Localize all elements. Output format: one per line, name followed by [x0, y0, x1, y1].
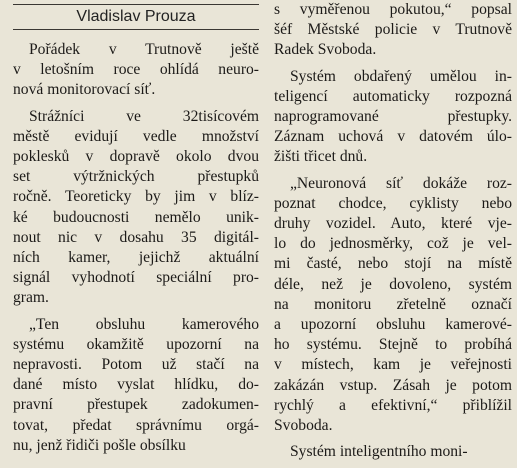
text-line: rychlý a efektivní,“ přiblížil: [274, 396, 512, 414]
text-line: Systém obdařený umělou in-: [290, 67, 512, 85]
text-line: „Ten obsluhu kamerového: [29, 315, 259, 333]
text-line: ročně. Teoreticky by jim v blíz-: [13, 188, 259, 206]
text-line: mi časté, nebo stojí na místě: [274, 255, 512, 273]
text-line: poznat chodce, cyklisty nebo: [274, 194, 512, 212]
text-line: pravní přestupek zadokumen-: [13, 396, 259, 414]
paragraph: [274, 0, 512, 61]
text-line: Svoboda.: [274, 417, 333, 435]
text-line: Radek Svoboda.: [274, 41, 377, 59]
author-byline: Vladislav Prouza: [13, 4, 259, 30]
text-line: ních kamer, jejichž aktuální: [13, 249, 259, 267]
text-line: „Neuronová síť dokáže roz-: [290, 174, 512, 192]
text-line: dané místo vyslat hlídku, do-: [13, 376, 259, 394]
text-line: systému okamžitě upozorní na: [13, 335, 259, 353]
text-line: ho systému. Stejně to probíhá: [274, 336, 512, 354]
text-line: v místech, kam je veřejnosti: [274, 356, 512, 374]
left-column-body: [13, 40, 259, 456]
text-line: naprogramované přestupky.: [274, 108, 512, 126]
text-line: šéf Městské policie v Trutnově: [274, 21, 512, 39]
paragraph: [13, 107, 259, 309]
text-line: žišti třicet dnů.: [274, 148, 368, 166]
text-line: signál vyhodnotí speciální pro-: [13, 269, 259, 287]
text-line: nu, jenž řidiči pošle obsílku: [13, 436, 186, 454]
text-line: poklesků v dopravě okolo dvou: [13, 148, 259, 166]
text-line: zakázán vstup. Zásah je potom: [274, 376, 512, 394]
paragraph: [274, 67, 512, 168]
text-line: lo do jednosměrky, což je vel-: [274, 235, 512, 253]
right-column-body: [274, 0, 512, 462]
text-line: Systém inteligentního moni-: [290, 443, 468, 461]
text-line: nout nic v dosahu 35 digitál-: [13, 228, 259, 246]
text-line: tovat, předat správnímu orgá-: [13, 416, 259, 434]
paragraph: [13, 40, 259, 101]
left-column: [13, 0, 259, 462]
text-line: ké budoucnosti nemělo unik-: [13, 208, 259, 226]
text-line: na monitoru zřetelně označí: [274, 295, 512, 313]
text-line: Pořádek v Trutnově ještě: [29, 41, 259, 58]
paragraph: [274, 442, 512, 462]
text-line: nová monitorovací síť.: [13, 81, 156, 99]
paragraph: [274, 174, 512, 437]
text-line: set výtržnických přestupků: [13, 168, 259, 186]
paragraph: [13, 315, 259, 456]
text-line: teligencí automaticky rozpozná: [274, 87, 512, 105]
text-line: Strážníci ve 32tisícovém: [29, 107, 259, 125]
text-line: nepravosti. Potom už stačí na: [13, 356, 259, 374]
text-line: městě evidují vedle množství: [13, 127, 259, 145]
text-line: s vyměřenou pokutou,“ popsal: [274, 1, 512, 18]
text-line: Záznam uchová v datovém úlo-: [274, 128, 512, 146]
text-line: druhy vozidel. Auto, které vje-: [274, 215, 512, 233]
text-line: v letošním roce ohlídá neuro-: [13, 61, 259, 79]
right-column: [274, 0, 512, 468]
text-line: gram.: [13, 289, 49, 307]
text-line: a upozorní obsluhu kamerové-: [274, 316, 512, 334]
text-line: déle, než je dovoleno, systém: [274, 275, 512, 293]
